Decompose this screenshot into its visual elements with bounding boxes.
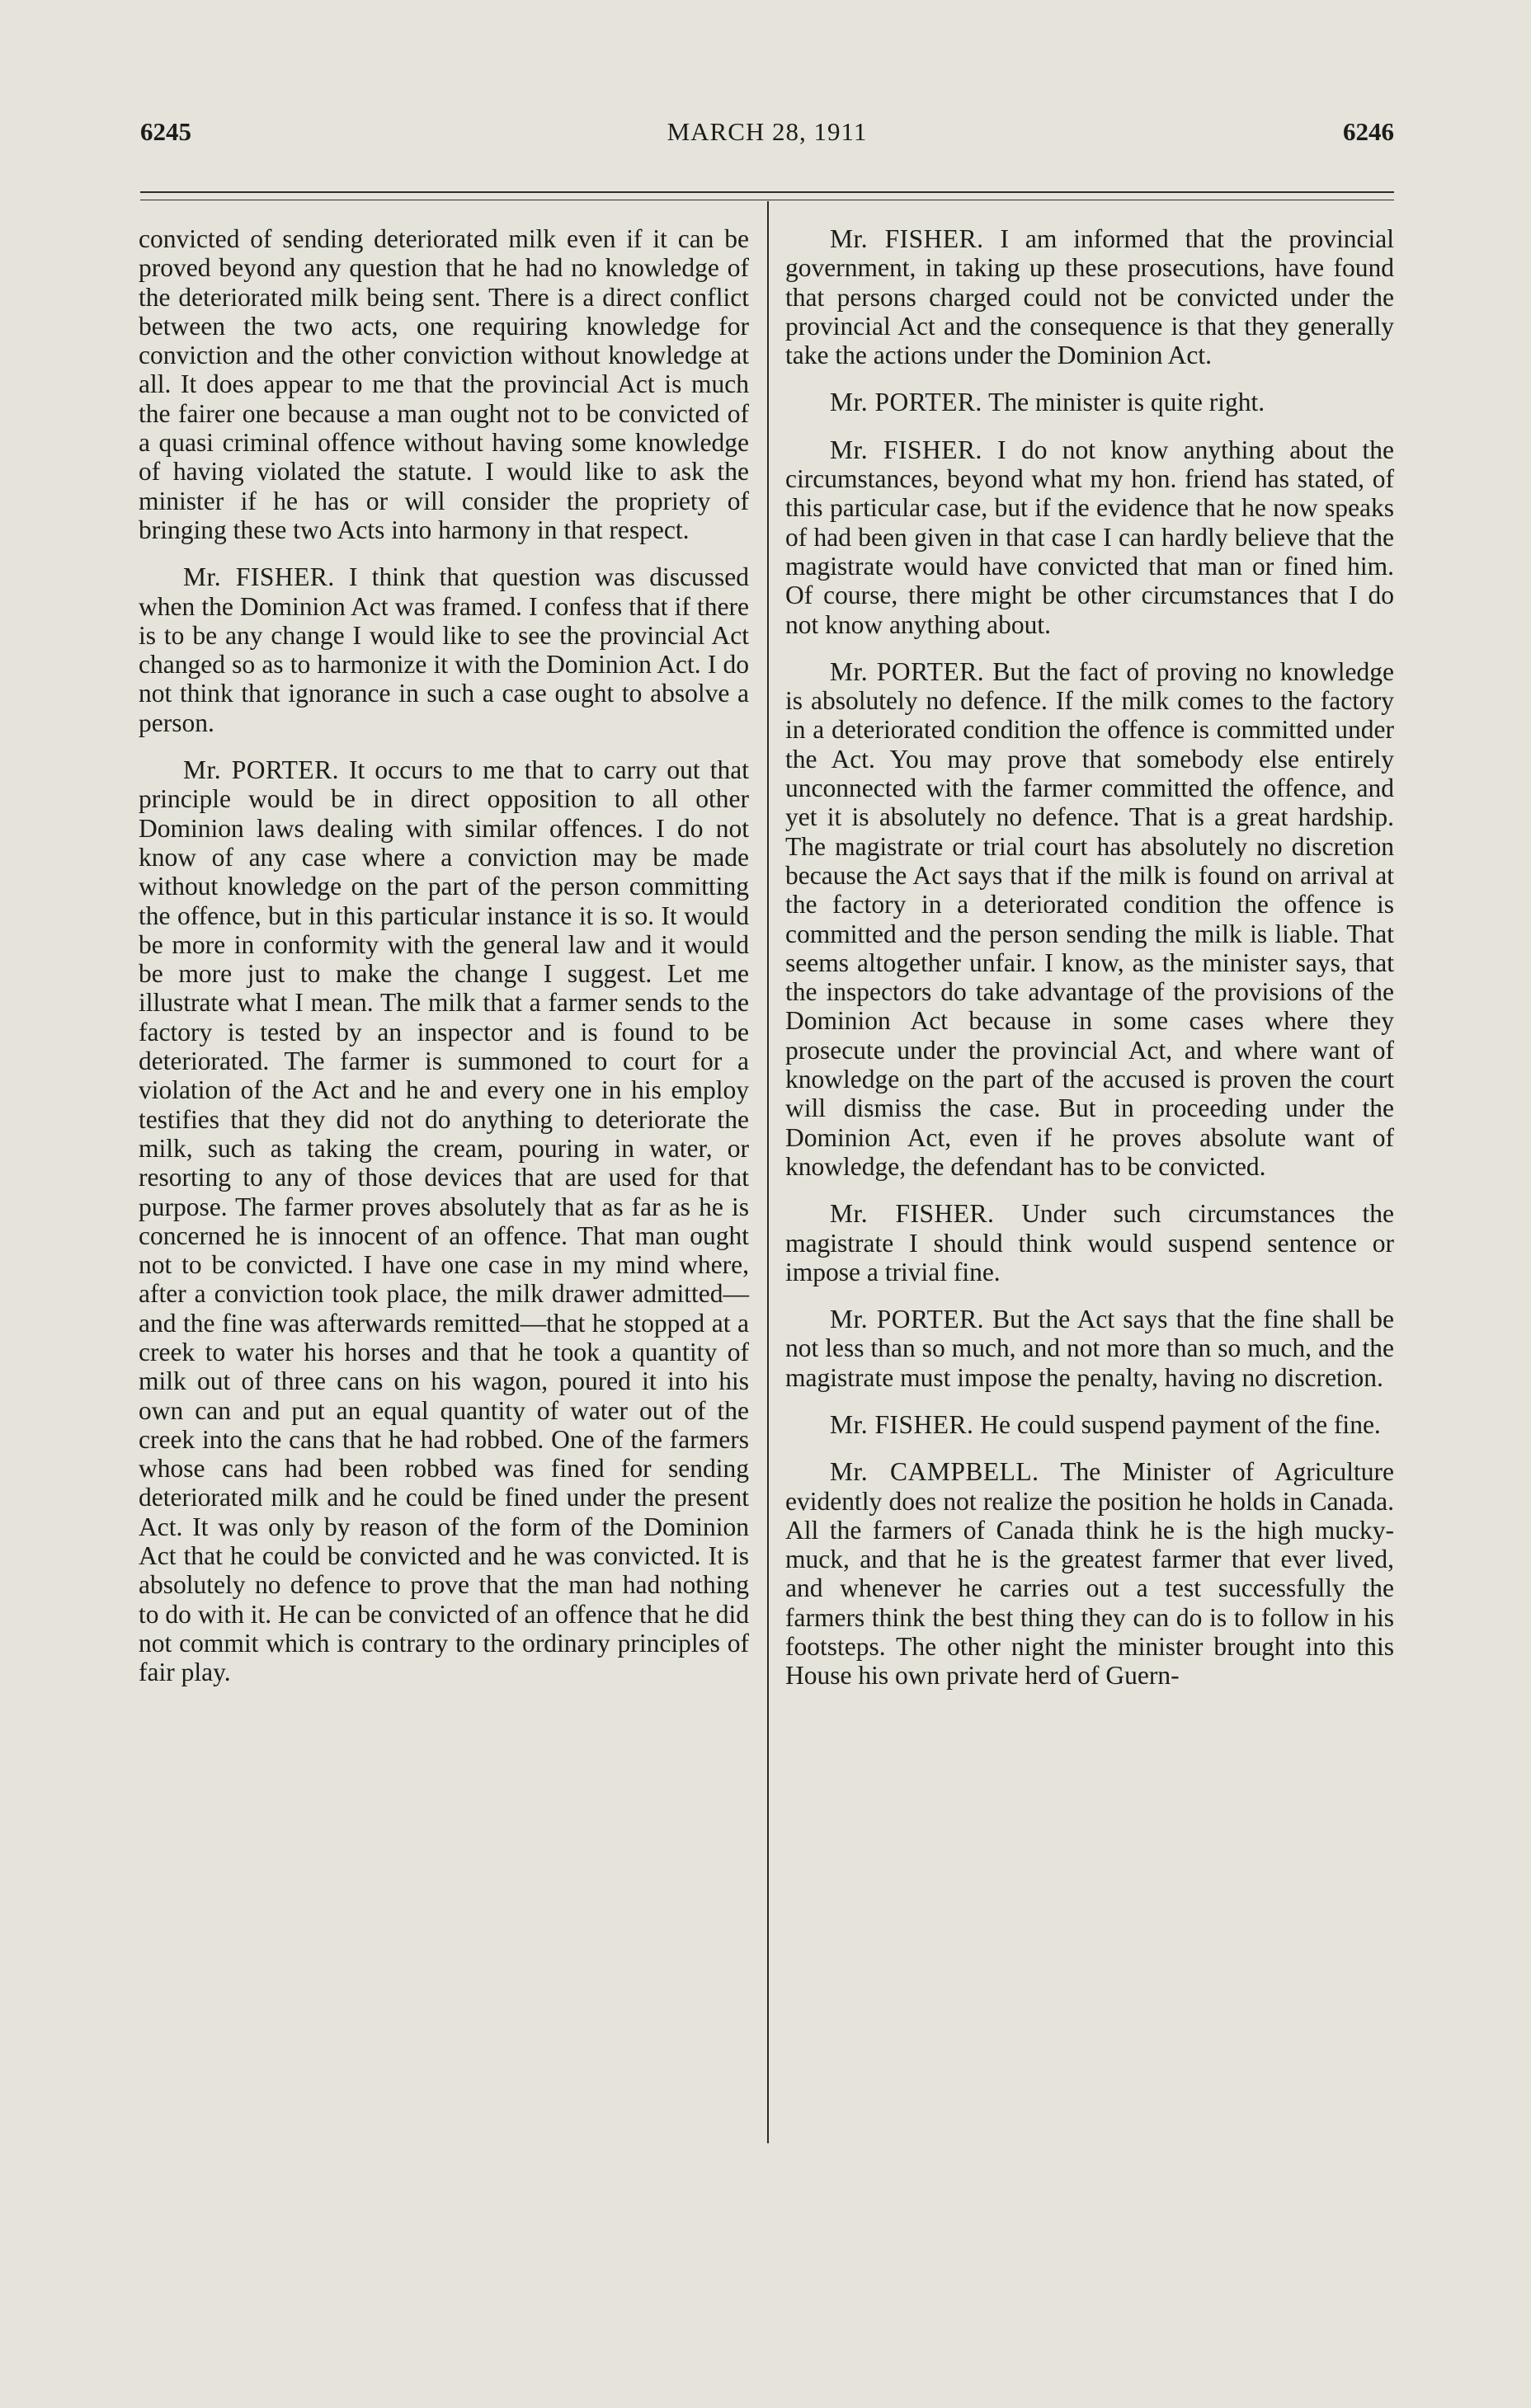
paragraph (139, 562, 749, 737)
paragraph-text: He could suspend payment of the fine. (980, 1409, 1381, 1439)
speaker-name: Mr. FISHER. (830, 1409, 974, 1439)
paragraph-text: The Minister of Agriculture evidently does not realize the position he holds in Canada. All the farmers of Canada think he is the high mucky-muck, and that he is the greatest farmer that ever lived, and whenever he carries out a test successfully the farmers think the best thing they can do is to follow in his footsteps. The other night the minister brought into this House his own private herd of Guern- (785, 1457, 1394, 1691)
paragraph (785, 1457, 1394, 1690)
left-column (139, 224, 749, 1705)
speaker-name: Mr. CAMPBELL. (830, 1457, 1039, 1487)
paragraph-text: I do not know anything about the circumstances, beyond what my hon. friend has stated, of this particular case, but if the evidence that he now speaks of had been given in that case I can hardly believe that the magistrate would have convicted that man or fined him. Of course, there might be other circumstances that I do not know anything about. (785, 435, 1394, 639)
paragraph (785, 388, 1394, 416)
paragraph-text: But the fact of proving no knowledge is absolutely no defence. If the milk comes to the factory in a deteriorated condition the offence is committed under the Act. You may prove that somebody else entirely unconnected with the farmer committed the offence, and yet it is absolutely no defence. That is a great hardship. The magistrate or trial court has absolutely no discretion because the Act says that if the milk is found on arrival at the factory in a deteriorated condition the offence is committed and the person sending the milk is liable. That seems altogether unfair. I know, as the minister says, that the inspectors do take advantage of the provisions of the Dominion Act because in some cases where they prosecute under the provincial Act, and where want of knowledge on the part of the accused is proven the court will dismiss the case. But in proceeding under the Dominion Act, even if he proves absolute want of knowledge, the defendant has to be convicted. (785, 656, 1394, 1181)
speaker-name: Mr. FISHER. (830, 1199, 995, 1229)
speaker-name: Mr. PORTER. (830, 388, 982, 417)
paragraph-text: I think that question was discussed when the Dominion Act was framed. I confess that if there is to be any change I would like to see the provincial Act changed so as to harmonize it with the Dominion Act. I do not think that ignorance in such a case ought to absolve a person. (139, 562, 750, 737)
paragraph (785, 1305, 1394, 1392)
paragraph-text: Under such circumstances the magistrate I should think would suspend sentence or impose a trivial fine. (785, 1199, 1394, 1286)
paragraph (139, 224, 749, 544)
speaker-name: Mr. FISHER. (830, 435, 982, 464)
speaker-name: Mr. PORTER. (830, 1305, 985, 1334)
paragraph-text: convicted of sending deteriorated milk even if it can be proved beyond any question that he had no knowledge of the deteriorated milk being sent. There is a direct conflict between the two acts, one requiring knowledge for conviction and the other conviction without knowledge at all. It does appear to me that the provincial Act is much the fairer one because a man ought not to be convicted of a quasi criminal offence without having some knowledge of having violated the statute. I would like to ask the minister if he has or will consider the propriety of bringing these two Acts into harmony in that respect. (139, 224, 749, 544)
paragraph (785, 1199, 1394, 1286)
paragraph-text: But the Act says that the fine shall be not less than so much, and not more than so much, and the magistrate must impose the penalty, having no discretion. (785, 1305, 1395, 1392)
speaker-name: Mr. PORTER. (183, 755, 339, 785)
speaker-name: Mr. PORTER. (830, 656, 985, 686)
paragraph (785, 1410, 1394, 1439)
speaker-name: Mr. FISHER. (183, 562, 335, 592)
paragraph (139, 755, 749, 1687)
page-header (140, 117, 1394, 158)
paragraph-text: The minister is quite right. (988, 388, 1265, 417)
paragraph (785, 657, 1394, 1181)
header-rule-top (140, 191, 1394, 193)
column-divider (767, 201, 769, 2143)
paragraph (785, 435, 1394, 639)
paragraph-text: I am informed that the provincial government, in taking up these prosecutions, have found that persons charged could not be convicted under the provincial Act and the consequence is that they generally take the actions under the Dominion Act. (785, 224, 1394, 370)
page-number-right: 6246 (1343, 117, 1394, 146)
paragraph (785, 224, 1394, 369)
page-number-left: 6245 (140, 117, 191, 146)
speaker-name: Mr. FISHER. (830, 224, 984, 253)
header-date: MARCH 28, 1911 (667, 117, 868, 146)
right-column (785, 224, 1394, 1709)
paragraph-text: It occurs to me that to carry out that principle would be in direct opposition to all other Dominion laws dealing with similar offences. I do not know of any case where a conviction may be made without knowledge on the part of the person committing the offence, but in this particular instance it is so. It would be more in conformity with the general law and it would be more just to make the change I suggest. Let me illustrate what I mean. The milk that a farmer sends to the factory is tested by an inspector and is found to be deteriorated. The farmer is summoned to court for a violation of the Act and he and every one in his employ testifies that they did not do anything to deteriorate the milk, such as taking the cream, pouring in water, or resorting to any of those devices that are used for that purpose. The farmer proves absolutely that as far as he is concerned he is innocent of an offence. That man ought not to be convicted. I have one case in my mind where, after a conviction took place, the milk drawer admitted—and the fine was afterwards remitted—that he stopped at a creek to water his horses and that he took a quantity of milk out of three cans on his wagon, poured it into his own can and put an equal quantity of water out of the creek into the cans that he had robbed. One of the farmers whose cans had been robbed was fined for sending deteriorated milk and he could be fined under the present Act. It was only by reason of the form of the Dominion Act that he could be convicted and he was convicted. It is absolutely no defence to prove that the man had nothing to do with it. He can be convicted of an offence that he did not commit which is contrary to the ordinary principles of fair play. (139, 755, 749, 1687)
